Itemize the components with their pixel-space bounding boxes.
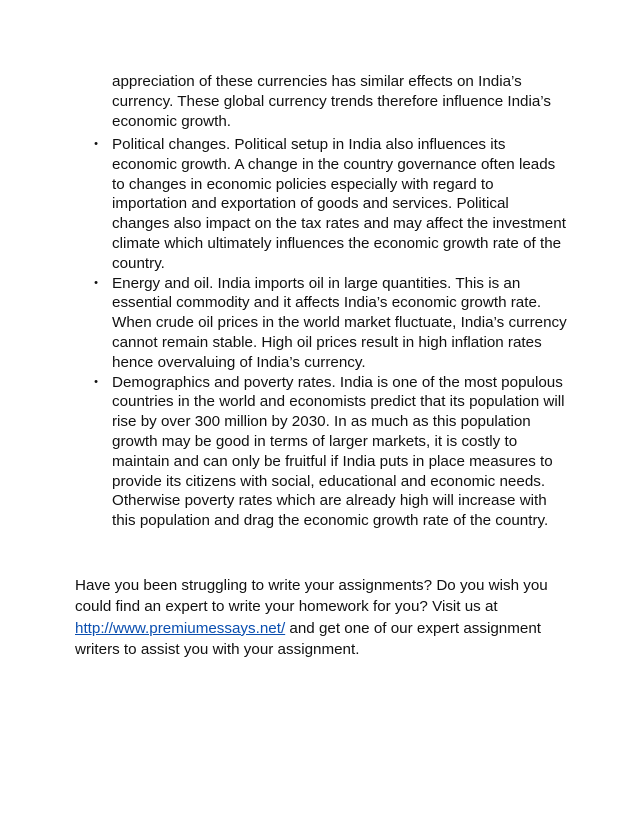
list-item-text: Demographics and poverty rates. India is one of the most populous countries in the world and economists predict that its population will rise by over 300 million by 2030. In as much as this population growth may be good in terms of larger markets, it is costly to maintain and can only be fruitful if India puts in place measures to provide its citizens with social, educational and economic needs. Otherwise poverty rates which are already high will increase with this population and drag the economic growth rate of the country. xyxy=(112,373,565,530)
list-item-energy-and-oil xyxy=(94,274,567,373)
closing-text-after-link: and get one of our expert assignment writers to assist you with your assignment. xyxy=(75,619,541,659)
list-item-text: Political changes. Political setup in India also influences its economic growth. A change in the country governance often leads to changes in economic policies especially with regard to importation and exportation of goods and services. Political changes also impact on the tax rates and may affect the investment climate which ultimately influences the economic growth rate of the country. xyxy=(112,136,566,272)
closing-text-before-link: Have you been struggling to write your assignments? Do you wish you could find an expert to write your homework for you? Visit us at xyxy=(75,577,548,616)
bullet-list xyxy=(94,135,567,531)
list-item-demographics xyxy=(94,373,567,531)
continued-paragraph: appreciation of these currencies has similar effects on India’s currency. These global currency trends therefore influence India’s economic growth. xyxy=(112,73,551,130)
bullet-icon: • xyxy=(94,138,98,150)
bullet-icon: • xyxy=(94,375,98,388)
list-item-text: Energy and oil. India imports oil in large quantities. This is an essential commodity and it affects India’s economic growth rate. When crude oil prices in the world market fluctuate, India’s currency cannot remain stable. High oil prices result in high inflation rates hence overvaluing of India’s currency. xyxy=(112,274,567,371)
website-link[interactable]: http://www.premiumessays.net/ xyxy=(75,619,286,637)
list-item-political-changes xyxy=(94,135,567,274)
closing-paragraph xyxy=(75,575,575,661)
bullet-icon: • xyxy=(94,276,98,289)
